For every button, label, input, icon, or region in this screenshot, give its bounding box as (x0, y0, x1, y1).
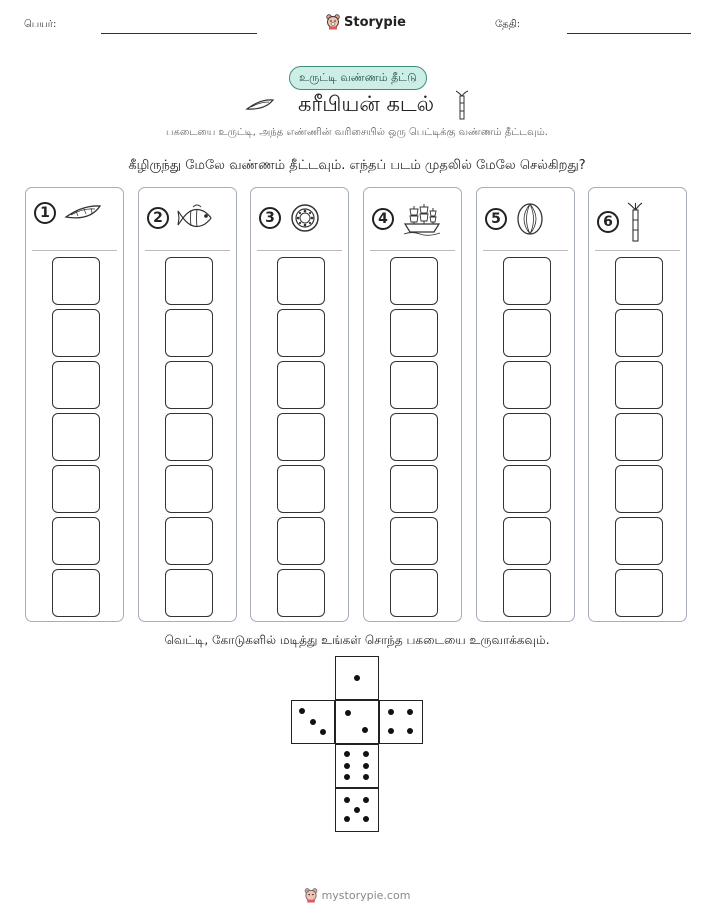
color-box[interactable] (277, 517, 325, 565)
dice-face-4 (379, 700, 423, 744)
ship-icon (402, 202, 442, 236)
dice-pip (344, 751, 350, 757)
color-box[interactable] (52, 309, 100, 357)
color-box[interactable] (52, 465, 100, 513)
name-label: பெயர்: (24, 19, 57, 30)
dice-pip (363, 774, 369, 780)
color-box[interactable] (165, 465, 213, 513)
dice-pip (363, 751, 369, 757)
color-box[interactable] (390, 257, 438, 305)
column-header (485, 202, 545, 236)
dice-pip (344, 763, 350, 769)
column-divider (370, 250, 455, 251)
color-box[interactable] (277, 465, 325, 513)
column-divider (595, 250, 680, 251)
color-box[interactable] (615, 309, 663, 357)
footer (0, 888, 714, 903)
dice-pip (345, 710, 351, 716)
dice-pip (388, 709, 394, 715)
color-box[interactable] (277, 257, 325, 305)
color-box[interactable] (277, 309, 325, 357)
dice-pip (310, 719, 316, 725)
color-box[interactable] (390, 569, 438, 617)
fish-icon (177, 202, 217, 234)
color-box[interactable] (165, 309, 213, 357)
color-box[interactable] (277, 413, 325, 461)
dice-pip (354, 675, 360, 681)
column-6 (588, 187, 687, 622)
column-2 (138, 187, 237, 622)
color-box[interactable] (390, 517, 438, 565)
color-box[interactable] (165, 569, 213, 617)
column-header (259, 202, 321, 234)
dice-face-5 (335, 788, 379, 832)
color-box[interactable] (277, 569, 325, 617)
dice-pip (407, 709, 413, 715)
color-box[interactable] (615, 569, 663, 617)
dice-pip (362, 727, 368, 733)
column-header (34, 202, 102, 224)
color-box[interactable] (390, 465, 438, 513)
name-field[interactable] (101, 33, 257, 34)
column-divider (32, 250, 117, 251)
color-box[interactable] (615, 257, 663, 305)
dice-pip (388, 728, 394, 734)
color-box[interactable] (615, 517, 663, 565)
coconut-icon (515, 202, 545, 236)
fold-instruction: வெட்டி, கோடுகளில் மடித்து உங்கள் சொந்த பகடையை உருவாக்கவும். (164, 633, 550, 647)
column-divider (257, 250, 342, 251)
color-box[interactable] (52, 517, 100, 565)
color-box[interactable] (165, 361, 213, 409)
column-number: 2 (147, 207, 169, 229)
column-divider (145, 250, 230, 251)
subtitle: பகடையை உருட்டி, அந்த எண்ணின் வரிசையில் ஒரு பெட்டிக்கு வண்ணம் தீட்டவும். (166, 127, 548, 138)
column-number: 5 (485, 208, 507, 230)
sugarcane-icon (627, 202, 643, 242)
color-box[interactable] (165, 257, 213, 305)
column-header (597, 202, 643, 242)
dice-pip (299, 708, 305, 714)
column-3 (250, 187, 349, 622)
color-box[interactable] (503, 309, 551, 357)
dice-face-6 (335, 744, 379, 788)
color-box[interactable] (503, 361, 551, 409)
color-box[interactable] (165, 517, 213, 565)
page-title (0, 90, 714, 120)
dice-pip (344, 797, 350, 803)
dice-pip (344, 816, 350, 822)
color-box[interactable] (503, 517, 551, 565)
column-header (147, 202, 217, 234)
steel-drum-icon (289, 202, 321, 234)
dice-pip (363, 816, 369, 822)
column-1 (25, 187, 124, 622)
instruction: கீழிருந்து மேலே வண்ணம் தீட்டவும். எந்தப் படம் முதலில் மேலே செல்கிறது? (128, 158, 586, 173)
activity-badge: உருட்டி வண்ணம் தீட்டு (289, 66, 427, 90)
brand-logo (326, 14, 406, 30)
date-label: தேதி: (495, 19, 521, 30)
color-box[interactable] (390, 361, 438, 409)
color-box[interactable] (615, 361, 663, 409)
color-box[interactable] (503, 413, 551, 461)
footer-url[interactable]: mystorypie.com (321, 889, 411, 902)
brand-name: Storypie (344, 14, 406, 30)
color-box[interactable] (615, 413, 663, 461)
column-number: 6 (597, 211, 619, 233)
column-number: 4 (372, 208, 394, 230)
dice-face-2 (335, 700, 379, 744)
canoe-icon (245, 97, 275, 113)
color-box[interactable] (503, 569, 551, 617)
bear-mascot-icon (304, 888, 318, 903)
column-number: 1 (34, 202, 56, 224)
column-4 (363, 187, 462, 622)
color-box[interactable] (165, 413, 213, 461)
color-box[interactable] (390, 309, 438, 357)
color-box[interactable] (52, 569, 100, 617)
color-box[interactable] (52, 257, 100, 305)
color-box[interactable] (277, 361, 325, 409)
color-box[interactable] (615, 465, 663, 513)
sugarcane-icon (455, 90, 469, 120)
color-box[interactable] (52, 361, 100, 409)
color-box[interactable] (503, 465, 551, 513)
dice-pip (363, 797, 369, 803)
dice-pip (320, 729, 326, 735)
bear-mascot-icon (326, 14, 340, 30)
date-field[interactable] (567, 33, 691, 34)
color-box[interactable] (52, 413, 100, 461)
dice-pip (344, 774, 350, 780)
column-divider (483, 250, 568, 251)
canoe-icon (64, 202, 102, 224)
column-number: 3 (259, 207, 281, 229)
color-box[interactable] (503, 257, 551, 305)
column-5 (476, 187, 575, 622)
color-box[interactable] (390, 413, 438, 461)
column-header (372, 202, 442, 236)
dice-face-1 (335, 656, 379, 700)
dice-pip (354, 807, 360, 813)
dice-pip (407, 728, 413, 734)
dice-pip (363, 763, 369, 769)
dice-face-3 (291, 700, 335, 744)
page-title-text: கரீபியன் கடல் (297, 92, 435, 116)
